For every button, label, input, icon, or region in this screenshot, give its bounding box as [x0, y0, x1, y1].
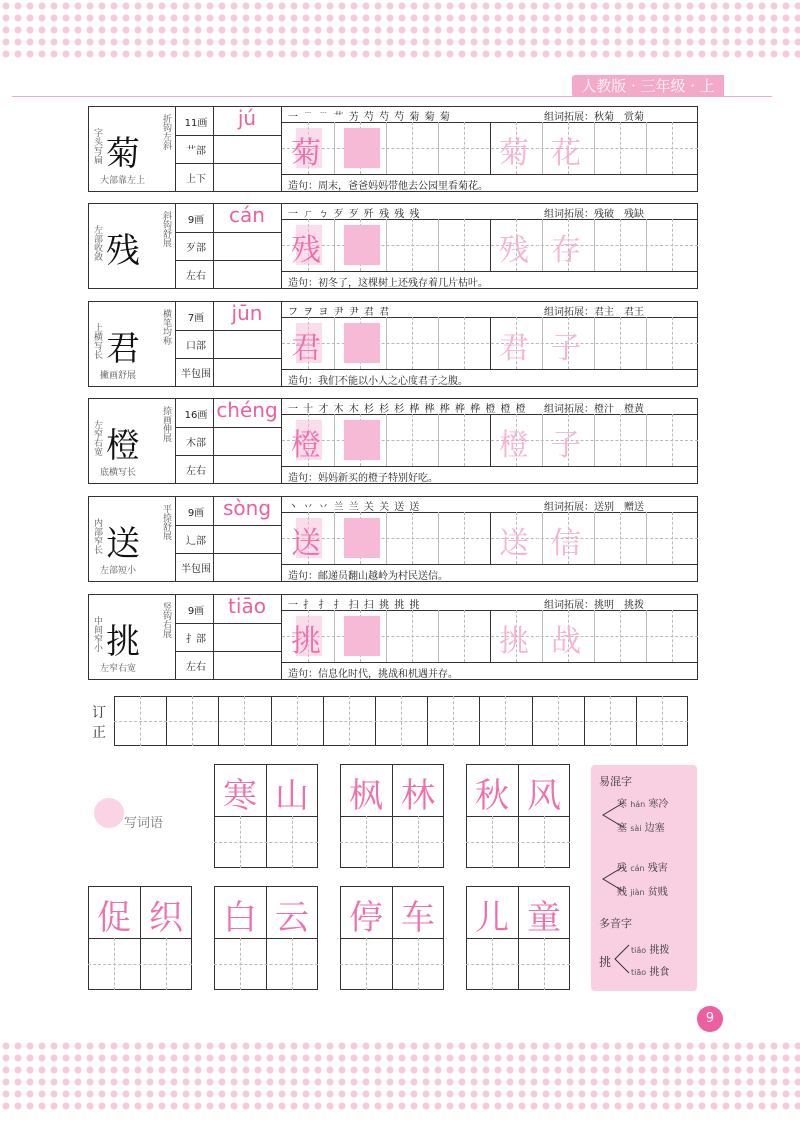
character-row [88, 106, 698, 192]
writing-note: 字头写扁 [92, 128, 102, 164]
practice-bottom-line [282, 466, 698, 467]
vocab-character: 林 [401, 776, 435, 816]
stroke-order: 一 十 才 木 木 杉 杉 杉 桦 桦 桦 桦 桦 橙 橙 橙 [288, 404, 527, 415]
trace-word-char: 挑 [499, 624, 529, 659]
word-extension: 组词拓展：橙汁 橙黄 [544, 404, 644, 415]
main-character: 菊 [106, 134, 140, 174]
trace-word-char: 菊 [499, 136, 529, 171]
structure: 左右 [186, 466, 206, 477]
main-character: 挑 [106, 622, 140, 662]
character-row [88, 203, 698, 289]
stroke-fill-block [344, 323, 380, 363]
section-logo [94, 798, 124, 828]
vocab-guide [466, 842, 570, 843]
trace-word-char: 子 [551, 428, 581, 463]
trace-word-char: 花 [551, 136, 581, 171]
vocab-guide [214, 842, 318, 843]
info-divider [176, 358, 282, 359]
character-row [88, 301, 698, 387]
stroke-count: 7画 [187, 313, 205, 324]
vocab-character: 枫 [349, 776, 383, 816]
vocab-character: 山 [275, 776, 309, 816]
info-divider [176, 651, 282, 652]
polyphone-item: tiāo 挑食 [631, 967, 670, 978]
vocab-section-title: 写词语 [124, 816, 164, 831]
writing-note: 平捺舒展 [161, 504, 171, 540]
pinyin: tiāo [228, 594, 266, 618]
writing-note: 左部短小 [100, 566, 137, 576]
vocab-character: 儿 [475, 898, 509, 938]
confusable-item: 寒 hán 寒冷 [617, 799, 669, 810]
structure: 半包围 [181, 564, 211, 575]
polyphone-title: 多音字 [599, 917, 632, 930]
trace-character: 残 [291, 233, 321, 268]
pinyin: sòng [222, 496, 272, 520]
vocab-guide [214, 964, 318, 965]
stroke-order: 一 扌 扌 扌 扫 扫 挑 挑 挑 [288, 600, 421, 611]
pinyin: chéng [216, 398, 278, 422]
stroke-order: 一 ﹉ ﹉ ⺾ 艻 芍 芍 芍 菊 菊 菊 [288, 112, 451, 123]
writing-note: 撇画舒展 [100, 371, 137, 381]
character-row [88, 398, 698, 484]
writing-note: 折钩左斜 [161, 114, 171, 150]
vocab-character: 织 [149, 898, 183, 938]
vocab-character: 秋 [475, 776, 509, 816]
bracket-icon [611, 941, 631, 981]
practice-bottom-line [282, 564, 698, 565]
writing-note: 中间窄小 [92, 616, 102, 652]
trace-word-char: 残 [499, 233, 529, 268]
writing-note: 底横写长 [100, 468, 137, 478]
vocab-character: 白 [223, 898, 257, 938]
main-character: 送 [106, 524, 140, 564]
pinyin: cán [229, 203, 265, 227]
info-divider [176, 455, 282, 456]
correction-label: 订正 [92, 705, 106, 741]
vocab-guide [340, 842, 444, 843]
stroke-order: 一 ㄏ ㄅ 歹 歹 歼 残 残 残 [288, 209, 421, 220]
trace-character: 橙 [291, 428, 321, 463]
pinyin: jūn [231, 301, 263, 325]
vocab-character: 童 [527, 898, 561, 938]
pinyin: jú [237, 106, 257, 130]
writing-note: 内部窄长 [92, 518, 102, 554]
trace-word-char: 信 [551, 526, 581, 561]
word-extension: 组词拓展：君主 君王 [544, 307, 644, 318]
main-character: 君 [106, 329, 140, 369]
example-sentence: 造句：初冬了，这棵树上还残存着几片枯叶。 [288, 278, 488, 289]
info-divider [176, 330, 282, 331]
writing-note: 捺画伸展 [161, 406, 171, 442]
word-extension: 组词拓展：送别 赠送 [544, 502, 644, 513]
trace-character: 菊 [291, 136, 321, 171]
page-number: 9 [697, 1006, 723, 1032]
example-sentence: 造句：信息化时代，挑战和机遇并存。 [288, 669, 458, 680]
polyphone-char: 挑 [599, 955, 612, 969]
trace-word-char: 子 [551, 331, 581, 366]
confusable-item: 塞 sài 边塞 [617, 823, 665, 834]
trace-character: 君 [291, 331, 321, 366]
writing-note: 横笔均称 [161, 309, 171, 345]
info-divider [176, 525, 282, 526]
example-sentence: 造句：周末，爸爸妈妈带他去公园里看菊花。 [288, 181, 488, 192]
stroke-count: 16画 [184, 410, 208, 421]
writing-note: 左窄右宽 [92, 420, 102, 456]
vocab-character: 促 [97, 898, 131, 938]
stroke-count: 9画 [187, 215, 205, 226]
stroke-fill-block [344, 616, 380, 656]
trace-word-char: 送 [499, 526, 529, 561]
stroke-count: 11画 [184, 118, 208, 129]
bottom-dot-border [0, 1040, 800, 1110]
writing-note: 左窄右宽 [100, 664, 137, 674]
main-character: 橙 [106, 426, 140, 466]
info-divider [176, 623, 282, 624]
stroke-order: 丶 丷 丷 兰 兰 关 关 送 送 [288, 502, 421, 513]
top-dot-border [0, 0, 800, 62]
radical: 歹部 [186, 243, 206, 254]
word-extension: 组词拓展：秋菊 赏菊 [544, 112, 644, 123]
info-divider [176, 232, 282, 233]
character-row [88, 496, 698, 582]
radical: 艹部 [186, 146, 206, 157]
vocab-character: 风 [527, 776, 561, 816]
edition-tab: 人教版 · 三年级 · 上 [572, 75, 724, 97]
practice-bottom-line [282, 662, 698, 663]
radical: 木部 [186, 438, 206, 449]
main-character: 残 [106, 231, 140, 271]
info-divider [176, 260, 282, 261]
practice-bottom-line [282, 174, 698, 175]
vocab-character: 云 [275, 898, 309, 938]
radical: 口部 [186, 341, 206, 352]
trace-word-char: 橙 [499, 428, 529, 463]
polyphone-item: tiǎo 挑拨 [631, 945, 670, 956]
header-rule [12, 96, 772, 97]
example-sentence: 造句：邮递员翻山越岭为村民送信。 [288, 571, 448, 582]
vocab-guide [466, 964, 570, 965]
example-sentence: 造句：我们不能以小人之心度君子之腹。 [288, 376, 468, 387]
stroke-fill-block [344, 420, 380, 460]
writing-note: 左部收敛 [92, 225, 102, 261]
structure: 上下 [186, 174, 206, 185]
writing-note: 竖钩右展 [161, 602, 171, 638]
confusable-item: 贱 jiàn 贫贱 [617, 887, 668, 898]
trace-character: 挑 [291, 624, 321, 659]
vocab-character: 寒 [223, 776, 257, 816]
vocab-character: 停 [349, 898, 383, 938]
example-sentence: 造句：妈妈新买的橙子特别好吃。 [288, 473, 438, 484]
stroke-count: 9画 [187, 606, 205, 617]
stroke-count: 9画 [187, 508, 205, 519]
vocab-character: 车 [401, 898, 435, 938]
structure: 半包围 [181, 369, 211, 380]
vocab-guide [340, 964, 444, 965]
structure: 左右 [186, 271, 206, 282]
practice-bottom-line [282, 369, 698, 370]
correction-midline [114, 721, 688, 722]
writing-note: 斜钩舒展 [161, 211, 171, 247]
word-extension: 组词拓展：残破 残缺 [544, 209, 644, 220]
trace-word-char: 战 [551, 624, 581, 659]
trace-character: 送 [291, 526, 321, 561]
radical: 扌部 [186, 634, 206, 645]
stroke-fill-block [344, 225, 380, 265]
stroke-fill-block [344, 518, 380, 558]
vocab-guide [88, 964, 192, 965]
sidebar-tips [591, 765, 697, 991]
writing-note: 大部靠左上 [100, 176, 146, 186]
info-divider [176, 553, 282, 554]
structure: 左右 [186, 662, 206, 673]
trace-word-char: 存 [551, 233, 581, 268]
writing-note: 上横写长 [92, 323, 102, 359]
stroke-order: フ ヲ ヨ 尹 尹 君 君 [288, 307, 391, 318]
info-divider [176, 163, 282, 164]
radical: 辶部 [186, 536, 206, 547]
character-row [88, 594, 698, 680]
practice-bottom-line [282, 271, 698, 272]
confusable-title: 易混字 [599, 775, 632, 788]
trace-word-char: 君 [499, 331, 529, 366]
word-extension: 组词拓展：挑明 挑拨 [544, 600, 644, 611]
info-divider [176, 135, 282, 136]
stroke-fill-block [344, 128, 380, 168]
info-divider [176, 427, 282, 428]
confusable-item: 残 cán 残害 [617, 863, 668, 874]
